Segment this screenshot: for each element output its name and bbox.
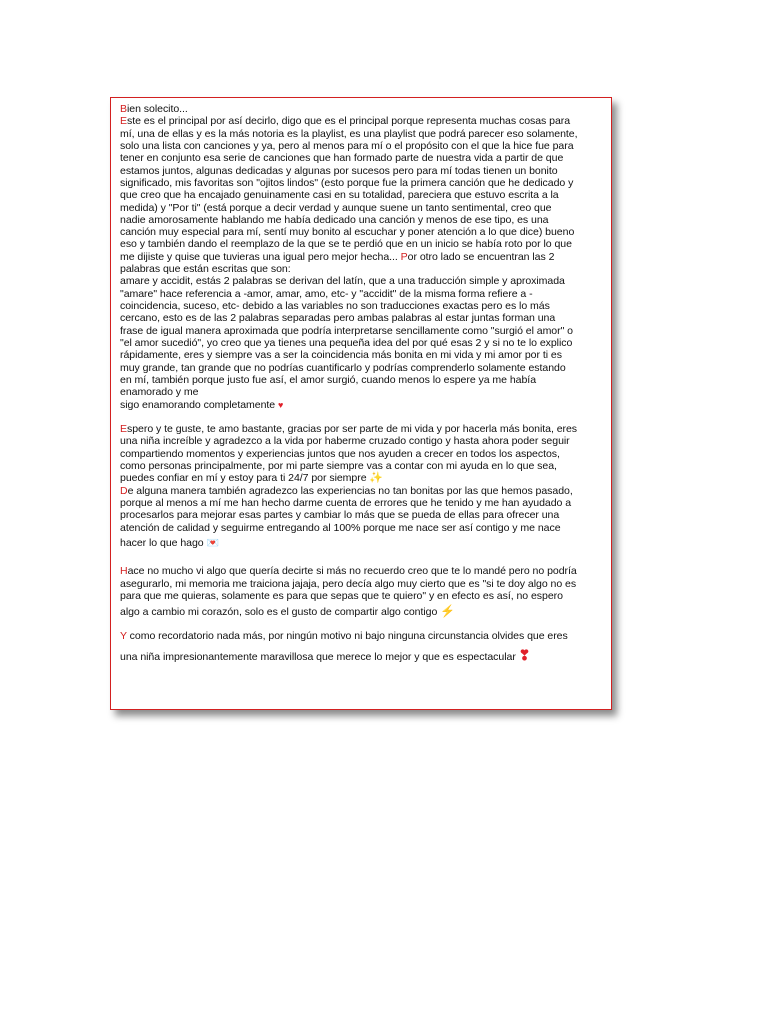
paragraph-line: compartiendo momentos y experiencias juntos que nos ayuden a crecer en todos los aspectos,	[120, 447, 560, 460]
paragraph-line: rápidamente, eres y siempre vas a ser la coincidencia más bonita en mi vida y mi amor por ti es	[120, 349, 562, 362]
paragraph-line: coincidencia, suceso, etc- debido a las variables no son traducciones exactas pero es lo más	[120, 300, 550, 312]
paragraph-text: ace no mucho vi algo que quería decirte si más no recuerdo creo que te lo mandé pero no podría	[127, 565, 577, 578]
paragraph-line: cercano, esto es de las 2 palabras separadas pero ambas palabras al estar juntas forman una	[120, 312, 556, 325]
paragraph-line	[120, 627, 602, 646]
sparkles-icon: ✨	[369, 472, 384, 485]
paragraph-line	[120, 423, 602, 435]
paragraph-line	[120, 399, 602, 411]
paragraph-text: una niña impresionantemente maravillosa que merece lo mejor y que es espectacular	[120, 651, 519, 664]
paragraph-line: atención de calidad y seguirme entregando al 100% porque me nace ser así contigo y me nace	[120, 521, 561, 534]
lightning-icon: ⚡	[440, 604, 456, 619]
paragraph-line: en mí, también porque justo fue así, el amor surgió, cuando menos lo espere ya me había	[120, 373, 537, 386]
paragraph-text: sigo enamorando completamente	[120, 398, 278, 411]
paragraph-line: para que me quieras, solamente es para que sepas que te quiero" y en efecto es así, no espero	[120, 589, 563, 602]
paragraph-line	[120, 565, 602, 577]
drop-initial: Y	[120, 630, 127, 643]
paragraph-line: mí, una de ellas y es la más notoria es la playlist, es una playlist que podrá parecer eso solamente,	[120, 127, 578, 140]
paragraph-text: or otro lado se encuentran las 2	[407, 250, 555, 263]
paragraph-line: eso y también dando el reemplazo de la que se te perdió que en un inicio se había roto por lo que	[120, 238, 572, 251]
paragraph-line	[120, 251, 602, 263]
paragraph-text: puedes confiar en mí y estoy para ti 24/7 por siempre	[120, 472, 370, 485]
paragraph-line: como personas principalmente, por mi parte siempre vas a contar con mi ayuda en lo que sea,	[120, 460, 557, 473]
paragraph-line: nadie amorosamente hablando me había dedicado una canción y menos de ese tipo, es una	[120, 213, 549, 226]
paragraph-text: e alguna manera también agradezco las experiencias no tan bonitas por las que hemos pasado,	[127, 484, 573, 497]
paragraph-line: muy grande, tan grande que no podrías cuantificarlo y podrías comprenderlo solamente estando	[120, 361, 566, 374]
paragraph-line: tener en conjunto esa serie de canciones que han formado parte de nuestra vida a partir de que	[120, 152, 564, 165]
paragraph-spacer	[120, 411, 602, 423]
paragraph-line: "el amor sucedió", yo creo que ya tienes una pequeña idea del por qué esas 2 y si no te lo explico	[120, 336, 573, 349]
paragraph-line: medida) y "Por ti" (está porque a decir verdad y aunque suene un tanto sentimental, creo que	[120, 201, 552, 214]
greeting-line	[120, 103, 602, 115]
heart-exclamation-icon: ❣	[518, 647, 531, 664]
paragraph-text: algo a cambio mi corazón, solo es el gusto de compartir algo contigo	[120, 606, 441, 619]
love-letter-icon: 💌	[206, 537, 219, 549]
paragraph-text: spero y te guste, te amo bastante, gracias por ser parte de mi vida y por hacerla más bonita, eres	[127, 423, 578, 436]
drop-initial: P	[400, 250, 408, 263]
paragraph-line: frase de igual manera aproximada que podría interpretarse sencillamente como "surgió el amor" o	[120, 324, 573, 337]
paragraph-line: estamos juntos, algunas dedicadas y algunas por sucesos pero para mí todas tienen un bonito	[120, 164, 558, 177]
heart-icon: ♥	[277, 399, 284, 410]
paragraph-line	[120, 485, 602, 497]
paragraph-text: hacer lo que hago	[120, 536, 207, 549]
drop-initial: H	[120, 565, 128, 578]
paragraph-line: procesarlos para mejorar esas partes y cambiar lo más que se pueda de ellas para ofrecer una	[120, 509, 560, 522]
paragraph-line: enamorado y me	[120, 386, 199, 399]
paragraph-line	[120, 602, 602, 621]
paragraph-line	[120, 646, 602, 665]
paragraph-line	[120, 115, 602, 127]
paragraph-line: una niña increíble y agradezco a la vida por haberme cruzado contigo y hasta ahora poder seguir	[120, 435, 570, 448]
drop-initial: E	[120, 423, 127, 436]
paragraph-text: como recordatorio nada más, por ningún motivo ni bajo ninguna circunstancia olvides que eres	[126, 630, 568, 643]
paragraph-line: "amare" hace referencia a -amor, amar, amo, etc- y "accidit" de la misma forma refiere a -	[120, 287, 533, 300]
paragraph-line: que creo que ha encajado genuinamente casi en su totalidad, pareciera que estuvo escrita a la	[120, 189, 559, 202]
drop-initial: B	[120, 103, 127, 115]
paragraph-line: amare y accidit, estás 2 palabras se derivan del latín, que a una traducción simple y aproximada	[120, 275, 565, 288]
paragraph-text: ste es el principal por así decirlo, digo que es el principal porque representa muchas cosas para	[127, 115, 571, 128]
paragraph-text: me dijiste y quise que tuvieras una igual pero mejor hecha...	[120, 250, 401, 263]
paragraph-line	[120, 534, 602, 553]
paragraph-line: solo una lista con canciones y ya, pero al menos para mí o el propósito con el que la hice fue para	[120, 139, 574, 152]
paragraph-line: asegurarlo, mi memoria me traiciona jajaja, pero decía algo muy cierto que es "si te doy algo no es	[120, 577, 577, 590]
paragraph-line: porque al menos a mí me han hecho darme cuenta de errores que he tenido y me han ayudado a	[120, 497, 572, 509]
paragraph-line	[120, 472, 602, 484]
letter-page	[110, 97, 612, 710]
paragraph-line: canción muy especial para mí, sentí muy bonito al escuchar y poner atención a lo que dice) bueno	[120, 226, 575, 239]
drop-initial: D	[120, 484, 128, 497]
greeting-text: ien solecito...	[127, 103, 188, 115]
drop-initial: E	[120, 115, 127, 128]
paragraph-line: significado, mis favoritas son "ojitos lindos" (esto porque fue la primera canción que he dedicado y	[120, 176, 574, 189]
paragraph-line: palabras que están escritas que son:	[120, 263, 291, 276]
paragraph-spacer	[120, 553, 602, 565]
